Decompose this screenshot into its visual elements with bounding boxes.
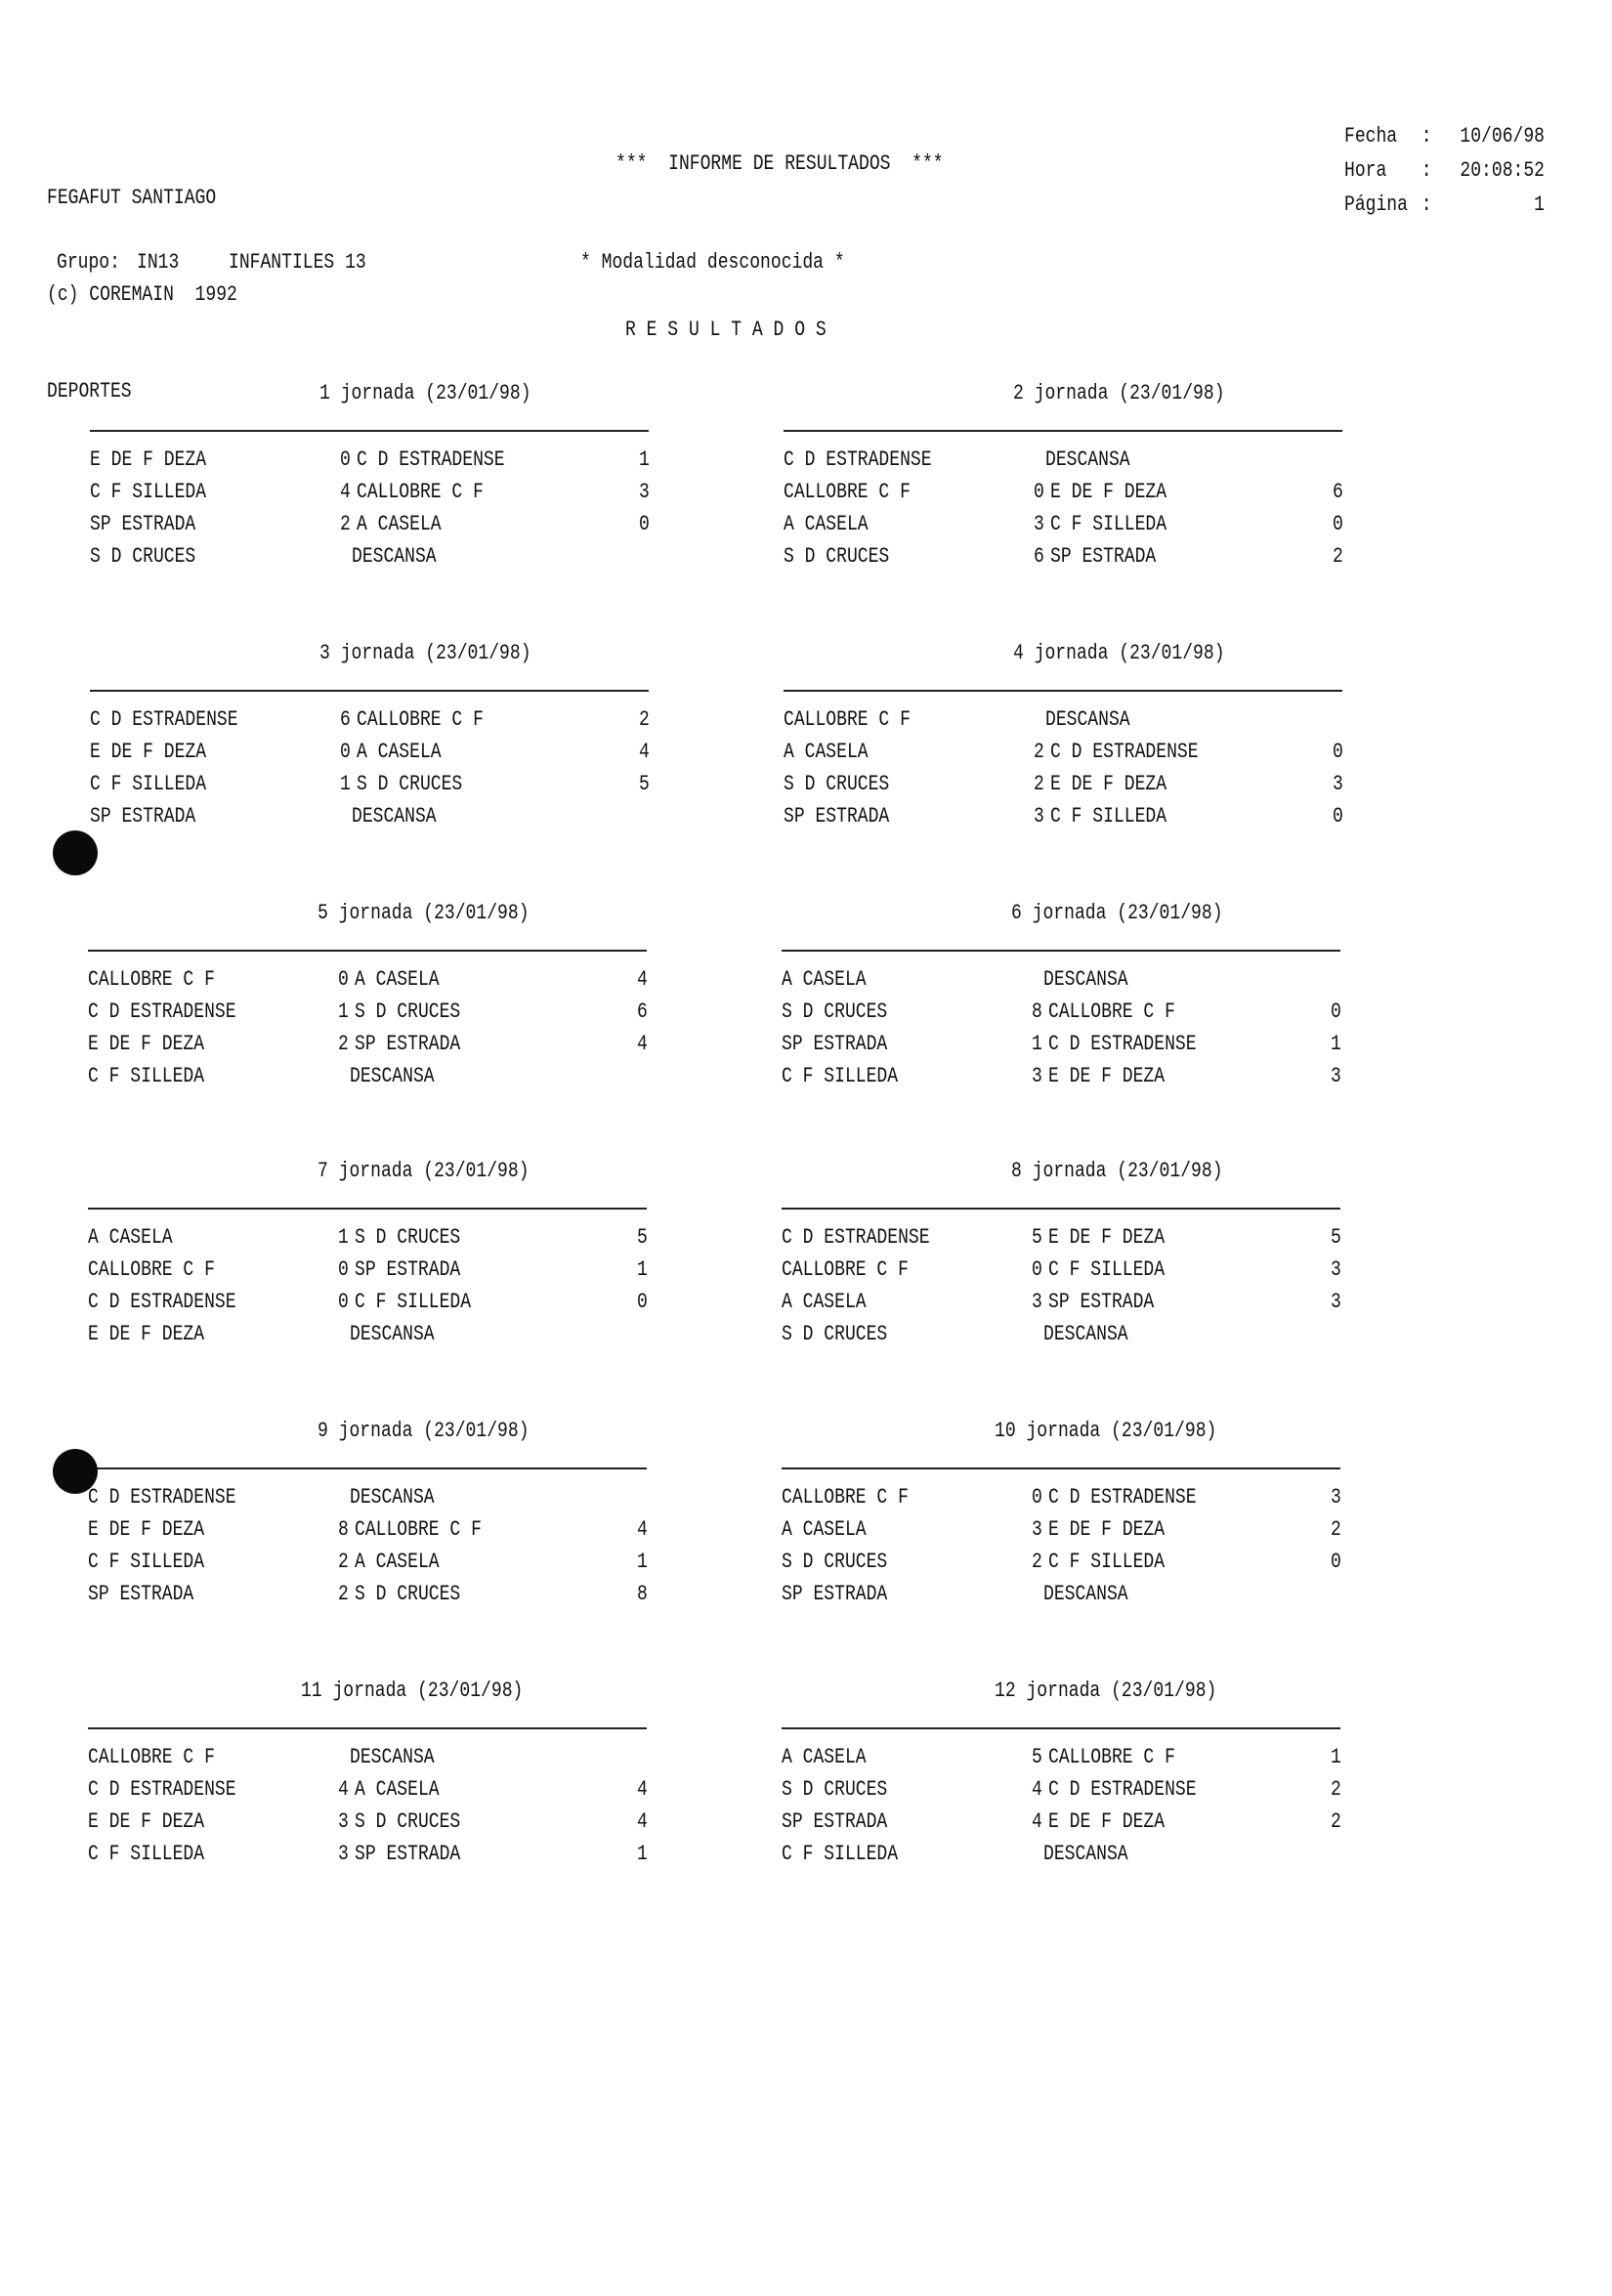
match-row: [90, 480, 652, 509]
match-row: [90, 544, 652, 574]
away-team: C D ESTRADENSE: [1050, 740, 1199, 764]
jornada-title-text: 9 jornada (23/01/98): [318, 1419, 530, 1443]
home-score: 3: [1032, 1517, 1042, 1542]
away-score: 0: [639, 512, 650, 536]
home-score: 0: [1032, 1257, 1042, 1282]
jornada-title-text: 3 jornada (23/01/98): [319, 641, 531, 665]
home-team: C D ESTRADENSE: [782, 1225, 930, 1250]
home-team: A CASELA: [782, 967, 867, 992]
home-score: 6: [1034, 544, 1044, 569]
rest-label: DESCANSA: [1043, 967, 1128, 992]
section-title: R E S U L T A D O S: [625, 318, 827, 342]
match-row: [782, 1809, 1343, 1839]
match-row: [88, 1777, 650, 1807]
jornada-block: [88, 1419, 650, 1614]
report-title: *** INFORME DE RESULTADOS ***: [615, 151, 944, 176]
away-score: 2: [1333, 544, 1343, 569]
rest-label: DESCANSA: [352, 544, 437, 569]
jornada-block: [784, 641, 1345, 836]
home-score: 4: [1032, 1809, 1042, 1834]
jornada-block: [782, 1159, 1343, 1354]
match-row: [782, 1582, 1343, 1611]
home-team: E DE F DEZA: [88, 1517, 205, 1542]
away-team: C F SILLEDA: [1048, 1550, 1166, 1574]
match-row: [88, 1517, 650, 1547]
away-score: 0: [1331, 1550, 1341, 1574]
away-team: A CASELA: [357, 512, 442, 536]
home-team: C D ESTRADENSE: [88, 1777, 236, 1802]
rest-label: DESCANSA: [350, 1745, 435, 1769]
home-score: 0: [338, 1290, 349, 1314]
match-row: [782, 1257, 1343, 1287]
home-score: 3: [1032, 1290, 1042, 1314]
jornada-title-text: 1 jornada (23/01/98): [319, 381, 531, 405]
away-score: 0: [637, 1290, 648, 1314]
away-team: S D CRUCES: [357, 772, 463, 796]
jornada-title-text: 4 jornada (23/01/98): [1013, 641, 1225, 665]
meta-page: Página : 1: [1344, 188, 1545, 222]
away-team: C D ESTRADENSE: [357, 447, 505, 472]
home-team: C F SILLEDA: [90, 772, 207, 796]
home-team: C D ESTRADENSE: [88, 999, 236, 1024]
home-team: C F SILLEDA: [90, 480, 207, 504]
away-team: A CASELA: [355, 1550, 440, 1574]
home-team: C F SILLEDA: [88, 1842, 205, 1866]
match-row: [782, 1517, 1343, 1547]
away-team: E DE F DEZA: [1048, 1225, 1166, 1250]
meta-date-label: Fecha: [1344, 124, 1398, 149]
away-score: 3: [639, 480, 650, 504]
away-team: C F SILLEDA: [355, 1290, 472, 1314]
home-score: 3: [338, 1842, 349, 1866]
away-team: S D CRUCES: [355, 1809, 461, 1834]
away-team: SP ESTRADA: [1050, 544, 1157, 569]
meta-page-label: Página: [1344, 192, 1408, 217]
jornada-divider: [782, 1727, 1340, 1729]
jornada-title-text: 8 jornada (23/01/98): [1011, 1159, 1223, 1183]
match-row: [784, 740, 1345, 769]
meta-time-value: 20:08:52: [1460, 158, 1545, 183]
match-row: [88, 1842, 650, 1871]
away-score: 1: [1331, 1032, 1341, 1056]
home-score: 6: [340, 707, 351, 732]
home-team: C D ESTRADENSE: [784, 447, 932, 472]
away-score: 3: [1331, 1257, 1341, 1282]
away-score: 8: [637, 1582, 648, 1606]
home-score: 4: [1032, 1777, 1042, 1802]
away-score: 3: [1333, 772, 1343, 796]
home-team: S D CRUCES: [784, 772, 890, 796]
jornada-block: [782, 1679, 1343, 1874]
home-score: 3: [1034, 512, 1044, 536]
home-score: 1: [340, 772, 351, 796]
home-team: A CASELA: [782, 1290, 867, 1314]
away-score: 0: [1333, 512, 1343, 536]
away-score: 1: [637, 1550, 648, 1574]
home-score: 5: [1032, 1225, 1042, 1250]
jornada-title-text: 6 jornada (23/01/98): [1011, 901, 1223, 925]
away-team: E DE F DEZA: [1050, 480, 1167, 504]
match-row: [784, 772, 1345, 801]
home-team: C F SILLEDA: [88, 1064, 205, 1088]
group-name: INFANTILES 13: [229, 250, 366, 275]
match-row: [782, 1032, 1343, 1061]
home-score: 0: [338, 1257, 349, 1282]
away-team: A CASELA: [355, 1777, 440, 1802]
match-row: [784, 544, 1345, 574]
home-team: SP ESTRADA: [88, 1582, 194, 1606]
group-modalidad: * Modalidad desconocida *: [580, 250, 845, 275]
away-team: S D CRUCES: [355, 1582, 461, 1606]
match-row: [782, 1550, 1343, 1579]
home-team: S D CRUCES: [90, 544, 196, 569]
match-row: [88, 1064, 650, 1093]
away-score: 1: [637, 1257, 648, 1282]
match-row: [88, 1225, 650, 1254]
punch-hole-icon: [53, 830, 98, 875]
match-row: [782, 1064, 1343, 1093]
away-score: 2: [1331, 1777, 1341, 1802]
home-score: 0: [338, 967, 349, 992]
away-team: CALLOBRE C F: [357, 480, 484, 504]
away-team: A CASELA: [355, 967, 440, 992]
rest-label: DESCANSA: [352, 804, 437, 829]
home-team: CALLOBRE C F: [88, 1745, 215, 1769]
away-team: C F SILLEDA: [1050, 804, 1167, 829]
home-score: 2: [338, 1550, 349, 1574]
org-copyright: (c) COREMAIN 1992: [47, 282, 237, 307]
home-score: 4: [338, 1777, 349, 1802]
home-score: 2: [338, 1582, 349, 1606]
jornada-title-text: 5 jornada (23/01/98): [318, 901, 530, 925]
away-team: CALLOBRE C F: [1048, 999, 1175, 1024]
jornada-title-text: 11 jornada (23/01/98): [301, 1679, 524, 1703]
away-team: CALLOBRE C F: [357, 707, 484, 732]
home-team: S D CRUCES: [782, 1777, 888, 1802]
away-score: 5: [1331, 1225, 1341, 1250]
home-score: 1: [338, 1225, 349, 1250]
jornada-divider: [784, 690, 1342, 692]
jornada-divider: [88, 1208, 647, 1210]
match-row: [90, 447, 652, 477]
away-score: 1: [637, 1842, 648, 1866]
home-team: S D CRUCES: [782, 999, 888, 1024]
home-score: 2: [338, 1032, 349, 1056]
away-team: CALLOBRE C F: [1048, 1745, 1175, 1769]
away-score: 0: [1331, 999, 1341, 1024]
match-row: [88, 1582, 650, 1611]
home-score: 3: [1032, 1064, 1042, 1088]
meta-date: Fecha : 10/06/98: [1344, 119, 1545, 153]
match-row: [90, 772, 652, 801]
match-row: [782, 1485, 1343, 1514]
match-row: [782, 1745, 1343, 1774]
home-team: E DE F DEZA: [90, 740, 207, 764]
report-meta: [1344, 119, 1545, 222]
meta-time-label: Hora: [1344, 158, 1387, 183]
match-row: [90, 512, 652, 541]
match-row: [784, 447, 1345, 477]
away-team: C F SILLEDA: [1050, 512, 1167, 536]
match-row: [90, 707, 652, 737]
match-row: [782, 1322, 1343, 1351]
match-row: [784, 512, 1345, 541]
away-score: 0: [1333, 804, 1343, 829]
away-team: C D ESTRADENSE: [1048, 1777, 1197, 1802]
meta-date-value: 10/06/98: [1460, 124, 1545, 149]
away-team: S D CRUCES: [355, 999, 461, 1024]
jornada-divider: [88, 1727, 647, 1729]
home-team: C F SILLEDA: [782, 1842, 899, 1866]
away-team: SP ESTRADA: [355, 1032, 461, 1056]
match-row: [90, 804, 652, 833]
away-score: 5: [639, 772, 650, 796]
home-score: 0: [1032, 1485, 1042, 1509]
away-score: 3: [1331, 1290, 1341, 1314]
rest-label: DESCANSA: [350, 1485, 435, 1509]
jornada-divider: [88, 1467, 647, 1469]
rest-label: DESCANSA: [350, 1064, 435, 1088]
match-row: [782, 1225, 1343, 1254]
away-team: C D ESTRADENSE: [1048, 1032, 1197, 1056]
home-team: CALLOBRE C F: [782, 1485, 909, 1509]
meta-page-value: 1: [1534, 192, 1545, 217]
home-score: 2: [1032, 1550, 1042, 1574]
jornada-block: [88, 901, 650, 1096]
home-team: S D CRUCES: [784, 544, 890, 569]
home-score: 0: [340, 740, 351, 764]
away-score: 4: [637, 967, 648, 992]
home-team: A CASELA: [782, 1517, 867, 1542]
away-team: SP ESTRADA: [355, 1842, 461, 1866]
home-score: 3: [1034, 804, 1044, 829]
match-row: [88, 1032, 650, 1061]
home-score: 1: [1032, 1032, 1042, 1056]
match-row: [88, 1290, 650, 1319]
home-team: CALLOBRE C F: [784, 707, 911, 732]
jornada-divider: [90, 690, 649, 692]
home-score: 4: [340, 480, 351, 504]
home-team: C F SILLEDA: [782, 1064, 899, 1088]
match-row: [784, 804, 1345, 833]
away-team: E DE F DEZA: [1048, 1809, 1166, 1834]
away-score: 1: [1331, 1745, 1341, 1769]
away-team: SP ESTRADA: [355, 1257, 461, 1282]
away-score: 6: [637, 999, 648, 1024]
jornada-block: [784, 381, 1345, 576]
home-score: 1: [338, 999, 349, 1024]
home-team: SP ESTRADA: [782, 1032, 888, 1056]
away-score: 0: [1333, 740, 1343, 764]
home-team: SP ESTRADA: [784, 804, 890, 829]
home-score: 2: [1034, 740, 1044, 764]
away-team: E DE F DEZA: [1048, 1064, 1166, 1088]
home-team: CALLOBRE C F: [88, 1257, 215, 1282]
rest-label: DESCANSA: [1043, 1842, 1128, 1866]
away-score: 6: [1333, 480, 1343, 504]
home-score: 5: [1032, 1745, 1042, 1769]
home-score: 0: [1034, 480, 1044, 504]
match-row: [782, 967, 1343, 997]
away-score: 1: [639, 447, 650, 472]
home-team: A CASELA: [784, 740, 869, 764]
group-code: IN13: [137, 250, 180, 275]
away-score: 4: [639, 740, 650, 764]
away-team: SP ESTRADA: [1048, 1290, 1155, 1314]
home-team: C F SILLEDA: [88, 1550, 205, 1574]
away-score: 4: [637, 1777, 648, 1802]
match-row: [784, 707, 1345, 737]
jornada-title-text: 10 jornada (23/01/98): [995, 1419, 1217, 1443]
jornada-block: [782, 901, 1343, 1096]
org-name: FEGAFUT SANTIAGO: [47, 186, 217, 210]
jornada-divider: [782, 1467, 1340, 1469]
home-score: 0: [340, 447, 351, 472]
home-team: CALLOBRE C F: [88, 967, 215, 992]
match-row: [782, 999, 1343, 1029]
home-score: 8: [338, 1517, 349, 1542]
match-row: [88, 999, 650, 1029]
away-team: A CASELA: [357, 740, 442, 764]
match-row: [88, 1809, 650, 1839]
away-score: 3: [1331, 1485, 1341, 1509]
jornada-block: [90, 641, 652, 836]
away-score: 4: [637, 1809, 648, 1834]
match-row: [784, 480, 1345, 509]
home-score: 3: [338, 1809, 349, 1834]
home-team: A CASELA: [88, 1225, 173, 1250]
rest-label: DESCANSA: [350, 1322, 435, 1346]
match-row: [88, 1745, 650, 1774]
home-team: A CASELA: [782, 1745, 867, 1769]
jornada-divider: [782, 950, 1340, 952]
home-team: C D ESTRADENSE: [90, 707, 238, 732]
home-team: S D CRUCES: [782, 1550, 888, 1574]
away-score: 5: [637, 1225, 648, 1250]
home-team: S D CRUCES: [782, 1322, 888, 1346]
home-team: E DE F DEZA: [88, 1032, 205, 1056]
jornada-title-text: 2 jornada (23/01/98): [1013, 381, 1225, 405]
home-team: SP ESTRADA: [90, 804, 196, 829]
jornada-title-text: 12 jornada (23/01/98): [995, 1679, 1217, 1703]
away-team: E DE F DEZA: [1050, 772, 1167, 796]
home-team: E DE F DEZA: [88, 1322, 205, 1346]
away-team: E DE F DEZA: [1048, 1517, 1166, 1542]
match-row: [88, 1257, 650, 1287]
rest-label: DESCANSA: [1045, 447, 1130, 472]
group-label: Grupo:: [57, 250, 120, 275]
rest-label: DESCANSA: [1043, 1582, 1128, 1606]
away-team: S D CRUCES: [355, 1225, 461, 1250]
home-team: SP ESTRADA: [90, 512, 196, 536]
jornada-block: [88, 1159, 650, 1354]
away-team: C D ESTRADENSE: [1048, 1485, 1197, 1509]
away-score: 2: [639, 707, 650, 732]
jornada-divider: [782, 1208, 1340, 1210]
home-score: 2: [340, 512, 351, 536]
away-score: 4: [637, 1032, 648, 1056]
home-team: E DE F DEZA: [88, 1809, 205, 1834]
jornada-divider: [90, 430, 649, 432]
home-team: A CASELA: [784, 512, 869, 536]
home-team: E DE F DEZA: [90, 447, 207, 472]
match-row: [88, 967, 650, 997]
home-team: CALLOBRE C F: [782, 1257, 909, 1282]
match-row: [88, 1322, 650, 1351]
away-score: 3: [1331, 1064, 1341, 1088]
match-row: [88, 1485, 650, 1514]
away-score: 2: [1331, 1809, 1341, 1834]
jornada-block: [88, 1679, 650, 1874]
home-score: 2: [1034, 772, 1044, 796]
match-row: [782, 1290, 1343, 1319]
jornada-divider: [784, 430, 1342, 432]
away-team: CALLOBRE C F: [355, 1517, 482, 1542]
jornada-block: [782, 1419, 1343, 1614]
home-score: 8: [1032, 999, 1042, 1024]
away-score: 2: [1331, 1517, 1341, 1542]
org-department: DEPORTES: [47, 379, 132, 404]
jornada-block: [90, 381, 652, 576]
home-team: C D ESTRADENSE: [88, 1290, 236, 1314]
match-row: [90, 740, 652, 769]
match-row: [782, 1842, 1343, 1871]
punch-hole-icon: [53, 1449, 98, 1494]
home-team: CALLOBRE C F: [784, 480, 911, 504]
home-team: C D ESTRADENSE: [88, 1485, 236, 1509]
rest-label: DESCANSA: [1043, 1322, 1128, 1346]
away-team: C F SILLEDA: [1048, 1257, 1166, 1282]
home-team: SP ESTRADA: [782, 1809, 888, 1834]
meta-time: Hora : 20:08:52: [1344, 153, 1545, 188]
match-row: [88, 1550, 650, 1579]
match-row: [782, 1777, 1343, 1807]
rest-label: DESCANSA: [1045, 707, 1130, 732]
home-team: SP ESTRADA: [782, 1582, 888, 1606]
away-score: 4: [637, 1517, 648, 1542]
jornada-divider: [88, 950, 647, 952]
jornada-title-text: 7 jornada (23/01/98): [318, 1159, 530, 1183]
